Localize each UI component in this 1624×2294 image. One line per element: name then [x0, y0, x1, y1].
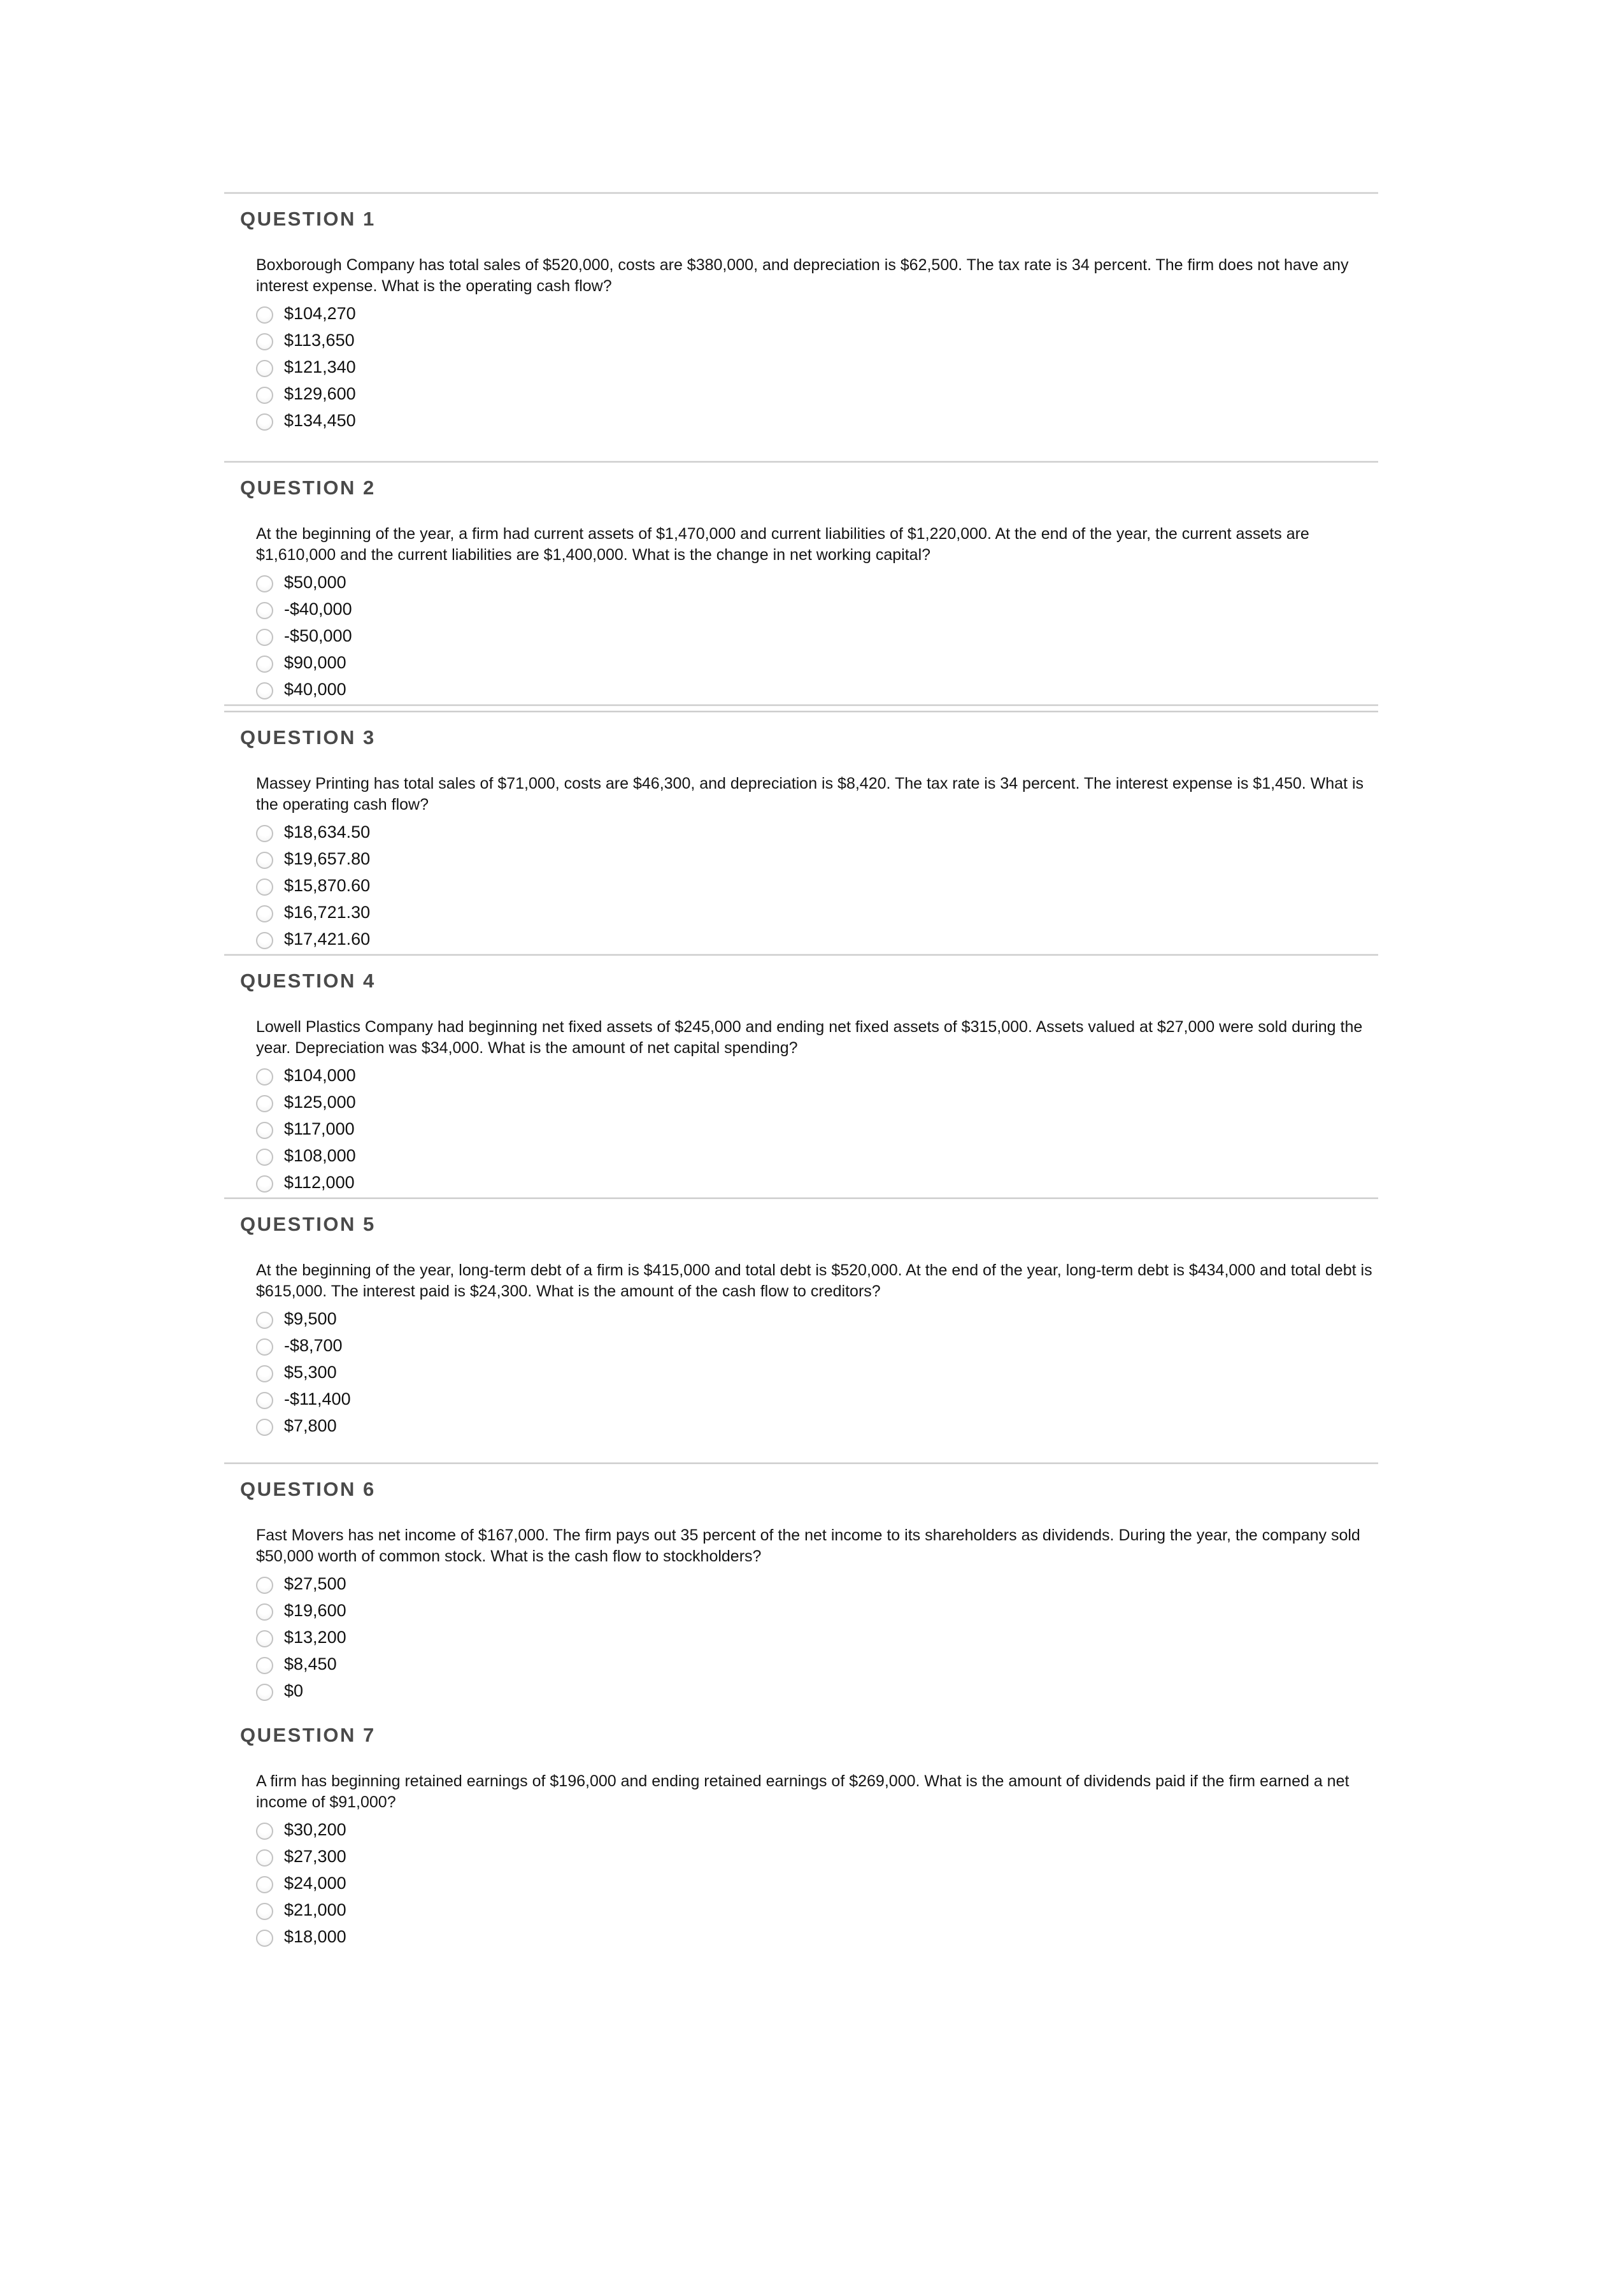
answer-option[interactable] [256, 382, 1378, 408]
option-label[interactable]: $5,300 [284, 1363, 337, 1382]
radio-button[interactable] [256, 1365, 273, 1382]
answer-option[interactable] [256, 873, 1378, 900]
quiz-page [224, 192, 1378, 1951]
question-heading: QUESTION 1 [240, 208, 376, 230]
answer-option[interactable] [256, 820, 1378, 847]
option-label[interactable]: -$50,000 [284, 626, 352, 645]
answer-option[interactable] [256, 1170, 1378, 1197]
radio-button[interactable] [256, 1657, 273, 1674]
option-label[interactable]: $19,600 [284, 1601, 346, 1620]
option-label[interactable]: $19,657.80 [284, 849, 371, 868]
radio-button[interactable] [256, 1684, 273, 1701]
answer-option[interactable] [256, 1360, 1378, 1387]
question-text: Fast Movers has net income of $167,000. The firm pays out 35 percent of the net income to its shareholders as dividends. During the year, the company sold $50,000 worth of common stock. What is the cash flow to stockholders? [256, 1526, 1360, 1565]
answer-option[interactable] [256, 1090, 1378, 1117]
answer-option[interactable] [256, 927, 1378, 954]
question-section-2 [224, 461, 1378, 704]
answer-option[interactable] [256, 1871, 1378, 1898]
section-divider [224, 704, 1378, 706]
radio-button[interactable] [256, 1876, 273, 1893]
answer-option[interactable] [256, 1598, 1378, 1625]
radio-button[interactable] [256, 656, 273, 673]
radio-button[interactable] [256, 825, 273, 842]
option-label[interactable]: $18,000 [284, 1927, 346, 1946]
radio-button[interactable] [256, 360, 273, 377]
radio-button[interactable] [256, 1577, 273, 1594]
section-divider [224, 192, 1378, 194]
radio-button[interactable] [256, 1392, 273, 1409]
radio-button[interactable] [256, 1175, 273, 1193]
option-label[interactable]: $125,000 [284, 1093, 356, 1112]
answer-option[interactable] [256, 301, 1378, 328]
options-group [256, 570, 1378, 704]
option-label[interactable]: $117,000 [284, 1119, 355, 1138]
radio-button[interactable] [256, 1068, 273, 1086]
option-label[interactable]: $113,650 [284, 331, 355, 350]
answer-option[interactable] [256, 1143, 1378, 1170]
options-group [256, 301, 1378, 435]
question-section-5 [224, 1197, 1378, 1462]
options-group [256, 1817, 1378, 1951]
answer-option[interactable] [256, 624, 1378, 650]
answer-option[interactable] [256, 1898, 1378, 1925]
radio-button[interactable] [256, 932, 273, 949]
answer-option[interactable] [256, 597, 1378, 624]
option-label[interactable]: $30,200 [284, 1820, 346, 1839]
option-label[interactable]: -$40,000 [284, 599, 352, 619]
radio-button[interactable] [256, 602, 273, 619]
answer-option[interactable] [256, 1387, 1378, 1414]
options-group [256, 1572, 1378, 1705]
option-label[interactable]: $8,450 [284, 1654, 337, 1674]
radio-button[interactable] [256, 1095, 273, 1112]
answer-option[interactable] [256, 1652, 1378, 1679]
question-heading: QUESTION 4 [240, 970, 376, 992]
radio-button[interactable] [256, 1903, 273, 1920]
option-label[interactable]: $27,300 [284, 1847, 346, 1866]
question-section-3 [224, 704, 1378, 954]
option-label[interactable]: $27,500 [284, 1574, 346, 1593]
option-label[interactable]: -$8,700 [284, 1336, 343, 1355]
answer-option[interactable] [256, 1307, 1378, 1333]
option-label[interactable]: $18,634.50 [284, 822, 371, 842]
question-text: A firm has beginning retained earnings of $196,000 and ending retained earnings of $269,000. What is the amount of dividends paid if the firm earned a net income of $91,000? [256, 1772, 1350, 1811]
question-text: Massey Printing has total sales of $71,000, costs are $46,300, and depreciation is $8,420. The tax rate is 34 percent. The interest expense is $1,450. What is the operating cash flow? [256, 775, 1364, 814]
section-divider [224, 1197, 1378, 1200]
option-label[interactable]: $15,870.60 [284, 876, 371, 895]
section-divider [224, 1462, 1378, 1465]
radio-button[interactable] [256, 852, 273, 869]
answer-option[interactable] [256, 355, 1378, 382]
answer-option[interactable] [256, 1679, 1378, 1705]
section-divider [224, 461, 1378, 463]
option-label[interactable]: $134,450 [284, 411, 356, 430]
radio-button[interactable] [256, 1122, 273, 1139]
question-heading: QUESTION 6 [240, 1478, 376, 1500]
answer-option[interactable] [256, 650, 1378, 677]
answer-option[interactable] [256, 1333, 1378, 1360]
radio-button[interactable] [256, 1419, 273, 1436]
answer-option[interactable] [256, 328, 1378, 355]
radio-button[interactable] [256, 1312, 273, 1329]
radio-button[interactable] [256, 1603, 273, 1621]
option-label[interactable]: $40,000 [284, 680, 346, 699]
options-group [256, 1063, 1378, 1197]
radio-button[interactable] [256, 306, 273, 324]
radio-button[interactable] [256, 682, 273, 699]
question-heading: QUESTION 3 [240, 726, 376, 749]
answer-option[interactable] [256, 1414, 1378, 1440]
options-group [256, 1307, 1378, 1440]
answer-option[interactable] [256, 1625, 1378, 1652]
radio-button[interactable] [256, 905, 273, 922]
option-label[interactable]: $50,000 [284, 573, 346, 592]
option-label[interactable]: $17,421.60 [284, 929, 371, 949]
radio-button[interactable] [256, 387, 273, 404]
option-label[interactable]: $9,500 [284, 1309, 337, 1328]
answer-option[interactable] [256, 677, 1378, 704]
option-label[interactable]: $90,000 [284, 653, 346, 672]
answer-option[interactable] [256, 1817, 1378, 1844]
question-heading: QUESTION 5 [240, 1213, 376, 1235]
section-divider-double [224, 704, 1378, 713]
question-section-1 [224, 192, 1378, 461]
option-label[interactable]: $21,000 [284, 1900, 346, 1919]
radio-button[interactable] [256, 629, 273, 646]
radio-button[interactable] [256, 1149, 273, 1166]
option-label[interactable]: $129,600 [284, 384, 356, 403]
question-heading: QUESTION 7 [240, 1724, 376, 1746]
answer-option[interactable] [256, 900, 1378, 927]
radio-button[interactable] [256, 333, 273, 350]
answer-option[interactable] [256, 408, 1378, 435]
option-label[interactable]: $16,721.30 [284, 903, 371, 922]
option-label[interactable]: $7,800 [284, 1416, 337, 1435]
answer-option[interactable] [256, 1063, 1378, 1090]
question-text: Lowell Plastics Company had beginning net fixed assets of $245,000 and ending net fixed assets of $315,000. Assets valued at $27,000 were sold during the year. Depreciation was $34,000. What is the amount of net capital spending? [256, 1018, 1363, 1057]
option-label[interactable]: $24,000 [284, 1874, 346, 1893]
option-label[interactable]: -$11,400 [284, 1389, 351, 1409]
question-text: At the beginning of the year, a firm had current assets of $1,470,000 and current liabilities of $1,220,000. At the end of the year, the current assets are $1,610,000 and the current liabilities are $1,400,000. What is the change in net working capital? [256, 525, 1309, 564]
answer-option[interactable] [256, 1117, 1378, 1143]
option-label[interactable]: $112,000 [284, 1173, 355, 1192]
radio-button[interactable] [256, 1338, 273, 1356]
answer-option[interactable] [256, 1572, 1378, 1598]
radio-button[interactable] [256, 1849, 273, 1867]
radio-button[interactable] [256, 1823, 273, 1840]
answer-option[interactable] [256, 847, 1378, 873]
option-label[interactable]: $0 [284, 1681, 304, 1700]
question-section-6 [224, 1462, 1378, 1710]
options-group [256, 820, 1378, 954]
question-text: Boxborough Company has total sales of $520,000, costs are $380,000, and depreciation is $62,500. The tax rate is 34 percent. The firm does not have any interest expense. What is the operating cash flow? [256, 256, 1349, 295]
option-label[interactable]: $104,270 [284, 304, 356, 323]
question-heading: QUESTION 2 [240, 477, 376, 499]
question-text: At the beginning of the year, long-term debt of a firm is $415,000 and total debt is $520,000. At the end of the year, long-term debt is $434,000 and total debt is $615,000. The interest paid is $24,300. What is the amount of the cash flow to creditors? [256, 1261, 1372, 1300]
question-section-7 [224, 1724, 1378, 1951]
section-divider [224, 710, 1378, 713]
radio-button[interactable] [256, 1630, 273, 1647]
option-label[interactable]: $13,200 [284, 1628, 346, 1647]
answer-option[interactable] [256, 570, 1378, 597]
radio-button[interactable] [256, 878, 273, 896]
answer-option[interactable] [256, 1925, 1378, 1951]
section-divider [224, 954, 1378, 956]
radio-button[interactable] [256, 413, 273, 431]
answer-option[interactable] [256, 1844, 1378, 1871]
radio-button[interactable] [256, 575, 273, 592]
option-label[interactable]: $108,000 [284, 1146, 356, 1165]
option-label[interactable]: $104,000 [284, 1066, 356, 1085]
option-label[interactable]: $121,340 [284, 357, 356, 376]
question-section-4 [224, 954, 1378, 1197]
radio-button[interactable] [256, 1930, 273, 1947]
